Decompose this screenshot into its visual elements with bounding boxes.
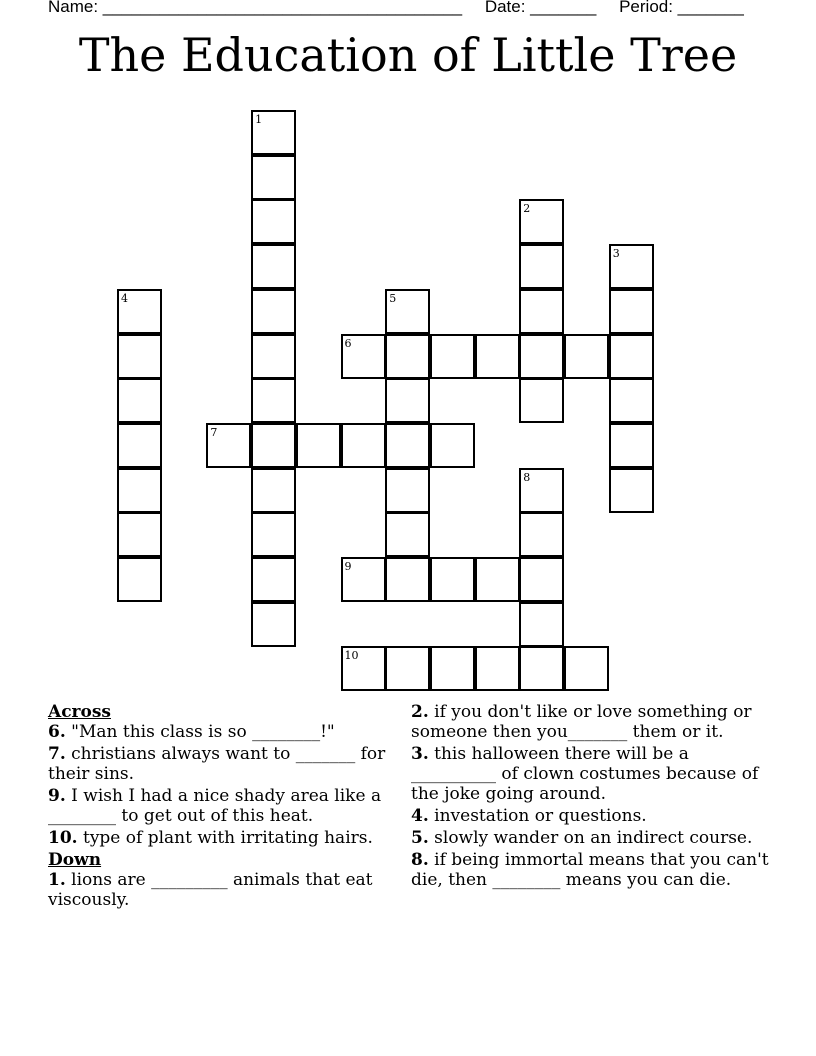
clue-number: 9 (344, 560, 352, 573)
grid-cell[interactable] (117, 378, 162, 423)
clue-number: 1 (255, 113, 263, 126)
page-title: The Education of Little Tree (78, 28, 738, 82)
grid-cell[interactable] (519, 334, 564, 379)
clue-number: 6 (344, 336, 352, 350)
grid-cell[interactable] (609, 378, 654, 423)
grid-cell[interactable] (519, 378, 564, 423)
clue-item (411, 850, 771, 890)
grid-cell[interactable] (251, 244, 296, 289)
clue-item (48, 744, 393, 784)
grid-cell[interactable] (385, 423, 430, 468)
grid-cell[interactable] (385, 557, 430, 602)
clue-number-label: 7. (48, 744, 66, 764)
grid-cell[interactable] (519, 557, 564, 602)
grid-cell[interactable] (385, 334, 430, 379)
clue-item (48, 722, 393, 742)
clue-number: 4 (121, 291, 128, 305)
date-field[interactable]: Date: _______ (484, 0, 597, 16)
grid-cell[interactable] (385, 646, 430, 691)
clues-right-column (411, 702, 771, 892)
grid-cell[interactable] (251, 289, 296, 334)
clue-item (48, 870, 393, 910)
grid-cell[interactable] (564, 334, 609, 379)
grid-cell[interactable] (296, 423, 341, 468)
clue-number-label: 1. (48, 870, 66, 890)
down-heading: Down (48, 850, 102, 870)
grid-cell[interactable] (385, 289, 430, 334)
clue-number: 10 (344, 649, 359, 663)
grid-cell[interactable] (117, 289, 162, 334)
grid-cell[interactable] (117, 512, 162, 557)
clue-item (48, 828, 393, 848)
clues-left-column (48, 702, 393, 912)
clue-number-label: 2. (411, 702, 429, 722)
grid-cell[interactable] (519, 646, 564, 691)
grid-cell[interactable] (251, 512, 296, 557)
clue-number-label: 5. (411, 828, 429, 848)
grid-cell[interactable] (430, 557, 475, 602)
clue-number-label: 3. (411, 744, 429, 764)
grid-cell[interactable] (117, 334, 162, 379)
grid-cell[interactable] (117, 557, 162, 602)
grid-cell[interactable] (519, 289, 564, 334)
grid-cell[interactable] (519, 468, 564, 513)
clue-text: if you don't like or love something or someone then you_______ them or it. (411, 702, 752, 742)
grid-cell[interactable] (564, 646, 609, 691)
period-field[interactable]: Period: _______ (619, 0, 744, 16)
grid-cell[interactable] (117, 423, 162, 468)
grid-cell[interactable] (341, 423, 386, 468)
across-heading: Across (48, 702, 111, 722)
grid-cell[interactable] (251, 602, 296, 647)
grid-cell[interactable] (385, 378, 430, 423)
grid-cell[interactable] (609, 468, 654, 513)
clue-number-label: 9. (48, 786, 66, 806)
grid-cell[interactable] (609, 423, 654, 468)
grid-cell[interactable] (609, 244, 654, 289)
grid-cell[interactable] (251, 468, 296, 513)
grid-cell[interactable] (251, 110, 296, 155)
grid-cell[interactable] (519, 199, 564, 244)
clue-number: 3 (612, 247, 620, 261)
grid-cell[interactable] (251, 155, 296, 200)
name-field[interactable]: Name: ______________________________________ (48, 0, 463, 16)
grid-cell[interactable] (519, 244, 564, 289)
grid-cell[interactable] (117, 468, 162, 513)
grid-cell[interactable] (385, 512, 430, 557)
clue-item (411, 828, 771, 848)
clue-item (411, 702, 771, 742)
grid-cell[interactable] (385, 468, 430, 513)
grid-cell[interactable] (341, 557, 386, 602)
grid-cell[interactable] (609, 334, 654, 379)
grid-cell[interactable] (251, 378, 296, 423)
grid-cell[interactable] (475, 334, 520, 379)
clue-text: this halloween there will be a __________ of clown costumes because of the joke going around. (411, 744, 759, 804)
clue-text: if being immortal means that you can't die, then ________ means you can die. (411, 850, 769, 890)
clue-text: investation or questions. (434, 806, 647, 826)
grid-cell[interactable] (251, 334, 296, 379)
clue-number: 7 (210, 425, 218, 439)
clue-number: 2 (523, 202, 531, 216)
clue-number-label: 4. (411, 806, 429, 826)
clue-item (48, 786, 393, 826)
grid-cell[interactable] (519, 602, 564, 647)
clue-item (411, 806, 771, 826)
grid-cell[interactable] (475, 557, 520, 602)
across-clue-list (48, 722, 393, 848)
clue-text: type of plant with irritating hairs. (82, 828, 373, 848)
clue-text: slowly wander on an indirect course. (434, 828, 753, 848)
clue-text: "Man this class is so ________!" (71, 722, 335, 742)
grid-cell[interactable] (206, 423, 251, 468)
clue-number-label: 10. (48, 828, 78, 848)
grid-cell[interactable] (341, 334, 386, 379)
grid-cell[interactable] (251, 199, 296, 244)
grid-cell[interactable] (430, 334, 475, 379)
clue-text: lions are _________ animals that eat viscously. (48, 870, 373, 910)
grid-cell[interactable] (430, 646, 475, 691)
grid-cell[interactable] (430, 423, 475, 468)
clue-text: I wish I had a nice shady area like a ________ to get out of this heat. (48, 786, 382, 826)
grid-cell[interactable] (609, 289, 654, 334)
clue-number-label: 8. (411, 850, 429, 870)
grid-cell[interactable] (519, 512, 564, 557)
clue-item (411, 744, 771, 804)
clue-number: 8 (523, 470, 531, 484)
down-clue-list-continued (411, 702, 771, 890)
grid-cell[interactable] (475, 646, 520, 691)
clue-number-label: 6. (48, 722, 66, 742)
clue-text: christians always want to _______ for their sins. (48, 744, 386, 784)
down-clue-list (48, 870, 393, 910)
grid-cell[interactable] (251, 557, 296, 602)
clue-number: 5 (389, 291, 397, 305)
grid-cell[interactable] (341, 646, 386, 691)
grid-cell[interactable] (251, 423, 296, 468)
